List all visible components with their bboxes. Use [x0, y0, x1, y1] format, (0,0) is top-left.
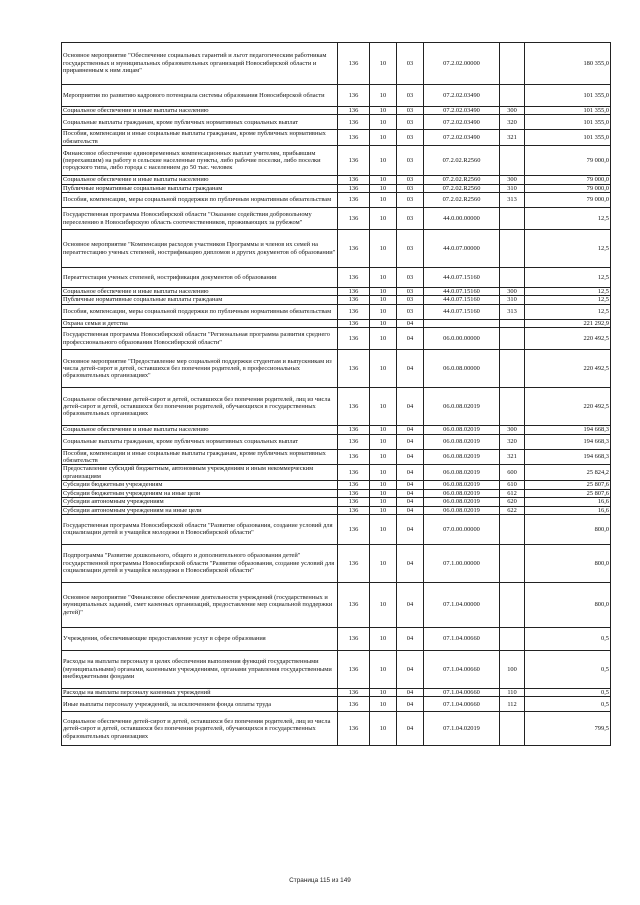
table-row — [62, 193, 611, 208]
row-section-code: 10 — [370, 268, 397, 288]
row-subsection-code: 03 — [397, 288, 424, 296]
row-name: Переаттестация ученых степеней, нострификация документов об образовании — [62, 268, 338, 288]
row-target-article-code: 07.1.04.00660 — [424, 627, 500, 650]
row-ved-code: 136 — [338, 489, 370, 497]
row-amount: 101 355,0 — [525, 85, 611, 107]
row-amount: 800,0 — [525, 582, 611, 627]
row-ved-code: 136 — [338, 627, 370, 650]
row-expense-type-code — [500, 208, 525, 230]
row-amount: 79 000,0 — [525, 146, 611, 176]
row-section-code: 10 — [370, 465, 397, 481]
row-amount: 16,6 — [525, 506, 611, 514]
row-ved-code: 136 — [338, 146, 370, 176]
row-name: Субсидии бюджетным учреждениям — [62, 481, 338, 489]
row-section-code: 10 — [370, 115, 397, 130]
row-subsection-code: 03 — [397, 130, 424, 146]
row-subsection-code: 03 — [397, 304, 424, 319]
row-amount: 12,5 — [525, 296, 611, 304]
row-name: Социальное обеспечение и иные выплаты населению — [62, 107, 338, 115]
row-ved-code: 136 — [338, 481, 370, 489]
row-expense-type-code: 100 — [500, 650, 525, 688]
row-amount: 800,0 — [525, 514, 611, 544]
row-ved-code: 136 — [338, 449, 370, 465]
row-name: Расходы на выплаты персоналу в целях обеспечения выполнения функций государственными (муниципальными) органами, казенными учреждениями, органами управления государственными внебюджетными фондами — [62, 650, 338, 688]
row-name: Пособия, компенсации и иные социальные выплаты гражданам, кроме публичных нормативных обязательств — [62, 449, 338, 465]
row-amount: 220 492,5 — [525, 388, 611, 426]
row-expense-type-code: 300 — [500, 107, 525, 115]
row-name: Социальное обеспечение и иные выплаты населению — [62, 176, 338, 184]
table-row — [62, 426, 611, 434]
row-target-article-code: 07.1.04.00660 — [424, 697, 500, 712]
row-target-article-code: 06.0.08.02019 — [424, 449, 500, 465]
row-name: Социальные выплаты гражданам, кроме публичных нормативных социальных выплат — [62, 434, 338, 449]
row-amount: 25 807,6 — [525, 481, 611, 489]
row-amount: 800,0 — [525, 544, 611, 582]
row-expense-type-code — [500, 627, 525, 650]
row-amount: 0,5 — [525, 650, 611, 688]
row-ved-code: 136 — [338, 514, 370, 544]
row-ved-code: 136 — [338, 688, 370, 696]
row-subsection-code: 03 — [397, 115, 424, 130]
row-ved-code: 136 — [338, 465, 370, 481]
row-amount: 12,5 — [525, 208, 611, 230]
row-section-code: 10 — [370, 146, 397, 176]
row-expense-type-code: 320 — [500, 115, 525, 130]
row-amount: 180 355,0 — [525, 43, 611, 85]
row-target-article-code: 07.0.00.00000 — [424, 514, 500, 544]
table-row — [62, 388, 611, 426]
row-section-code: 10 — [370, 582, 397, 627]
row-section-code: 10 — [370, 184, 397, 192]
row-section-code: 10 — [370, 481, 397, 489]
row-name: Основное мероприятие "Компенсация расходов участников Программы и членов их семей на переаттестацию ученых степеней, нострификацию дипломов и других документов об образовании" — [62, 230, 338, 268]
row-ved-code: 136 — [338, 43, 370, 85]
row-ved-code: 136 — [338, 184, 370, 192]
row-section-code: 10 — [370, 208, 397, 230]
row-target-article-code: 44.0.00.00000 — [424, 208, 500, 230]
table-row — [62, 85, 611, 107]
row-name: Социальные выплаты гражданам, кроме публичных нормативных социальных выплат — [62, 115, 338, 130]
row-amount: 221 292,9 — [525, 319, 611, 327]
row-amount: 16,6 — [525, 498, 611, 506]
row-section-code: 10 — [370, 514, 397, 544]
row-subsection-code: 04 — [397, 449, 424, 465]
row-section-code: 10 — [370, 697, 397, 712]
table-row — [62, 465, 611, 481]
row-ved-code: 136 — [338, 712, 370, 746]
row-name: Финансовое обеспечение единовременных компенсационных выплат учителям, прибывшим (переехавшим) на работу в сельские населенные пункты, либо рабочие поселки, либо поселки городского типа, либо города с населением до 50 тыс. человек — [62, 146, 338, 176]
row-section-code: 10 — [370, 328, 397, 350]
row-section-code: 10 — [370, 712, 397, 746]
row-amount: 101 355,0 — [525, 130, 611, 146]
budget-table — [61, 42, 611, 746]
row-expense-type-code — [500, 146, 525, 176]
row-section-code: 10 — [370, 498, 397, 506]
row-subsection-code: 04 — [397, 350, 424, 388]
table-row — [62, 712, 611, 746]
row-target-article-code: 07.2.02.03490 — [424, 130, 500, 146]
row-expense-type-code — [500, 350, 525, 388]
row-ved-code: 136 — [338, 582, 370, 627]
row-name: Социальное обеспечение детей-сирот и детей, оставшихся без попечения родителей, лиц из числа детей-сирот и детей, оставшихся без попечения родителей, обучающихся в государственных образовательных организациях — [62, 388, 338, 426]
row-name: Охрана семьи и детства — [62, 319, 338, 327]
row-section-code: 10 — [370, 85, 397, 107]
row-amount: 220 492,5 — [525, 328, 611, 350]
row-subsection-code: 04 — [397, 712, 424, 746]
row-target-article-code: 06.0.08.02019 — [424, 481, 500, 489]
row-ved-code: 136 — [338, 498, 370, 506]
row-section-code: 10 — [370, 489, 397, 497]
row-amount: 194 668,3 — [525, 449, 611, 465]
row-ved-code: 136 — [338, 350, 370, 388]
row-subsection-code: 04 — [397, 489, 424, 497]
row-expense-type-code: 620 — [500, 498, 525, 506]
table-row — [62, 489, 611, 497]
row-section-code: 10 — [370, 176, 397, 184]
row-amount: 194 668,3 — [525, 426, 611, 434]
row-section-code: 10 — [370, 388, 397, 426]
row-subsection-code: 04 — [397, 328, 424, 350]
row-section-code: 10 — [370, 296, 397, 304]
row-target-article-code: 07.1.04.02019 — [424, 712, 500, 746]
row-subsection-code: 03 — [397, 230, 424, 268]
row-section-code: 10 — [370, 544, 397, 582]
row-name: Иные выплаты персоналу учреждений, за исключением фонда оплаты труда — [62, 697, 338, 712]
row-amount: 0,5 — [525, 697, 611, 712]
row-amount: 12,5 — [525, 288, 611, 296]
row-expense-type-code — [500, 712, 525, 746]
row-ved-code: 136 — [338, 304, 370, 319]
table-row — [62, 115, 611, 130]
row-subsection-code: 04 — [397, 688, 424, 696]
row-subsection-code: 04 — [397, 544, 424, 582]
row-expense-type-code — [500, 268, 525, 288]
row-ved-code: 136 — [338, 230, 370, 268]
row-expense-type-code: 300 — [500, 288, 525, 296]
row-target-article-code: 44.0.07.15160 — [424, 304, 500, 319]
row-amount: 101 355,0 — [525, 107, 611, 115]
row-target-article-code: 07.1.00.00000 — [424, 544, 500, 582]
row-subsection-code: 04 — [397, 388, 424, 426]
row-target-article-code: 07.2.02.R2560 — [424, 193, 500, 208]
row-name: Публичные нормативные социальные выплаты гражданам — [62, 184, 338, 192]
row-expense-type-code: 112 — [500, 697, 525, 712]
row-subsection-code: 03 — [397, 296, 424, 304]
row-subsection-code: 03 — [397, 43, 424, 85]
row-expense-type-code — [500, 43, 525, 85]
row-target-article-code: 44.0.07.15160 — [424, 296, 500, 304]
row-name: Основное мероприятие "Предоставление мер социальной поддержки студентам и выпускникам из числа детей-сирот и детей, оставшихся без попечения родителей, в профессиональных образовательных организациях" — [62, 350, 338, 388]
row-name: Пособия, компенсации и иные социальные выплаты гражданам, кроме публичных нормативных обязательств — [62, 130, 338, 146]
table-row — [62, 268, 611, 288]
table-row — [62, 449, 611, 465]
table-row — [62, 184, 611, 192]
row-ved-code: 136 — [338, 426, 370, 434]
row-section-code: 10 — [370, 288, 397, 296]
table-row — [62, 208, 611, 230]
row-subsection-code: 03 — [397, 176, 424, 184]
row-subsection-code: 04 — [397, 627, 424, 650]
row-amount: 220 492,5 — [525, 350, 611, 388]
row-name: Пособия, компенсации, меры социальной поддержки по публичным нормативным обязательствам — [62, 193, 338, 208]
row-subsection-code: 04 — [397, 650, 424, 688]
row-amount: 79 000,0 — [525, 193, 611, 208]
row-target-article-code: 07.1.04.00000 — [424, 582, 500, 627]
row-subsection-code: 03 — [397, 268, 424, 288]
row-section-code: 10 — [370, 506, 397, 514]
row-name: Субсидии бюджетным учреждениям на иные цели — [62, 489, 338, 497]
table-row — [62, 43, 611, 85]
page-number: Страница 115 из 149 — [289, 877, 351, 884]
row-name: Пособия, компенсации, меры социальной поддержки по публичным нормативным обязательствам — [62, 304, 338, 319]
row-section-code: 10 — [370, 426, 397, 434]
table-row — [62, 288, 611, 296]
row-expense-type-code: 310 — [500, 296, 525, 304]
row-ved-code: 136 — [338, 506, 370, 514]
row-ved-code: 136 — [338, 193, 370, 208]
row-target-article-code: 06.0.08.02019 — [424, 388, 500, 426]
row-subsection-code: 04 — [397, 465, 424, 481]
row-target-article-code: 06.0.08.02019 — [424, 498, 500, 506]
row-ved-code: 136 — [338, 176, 370, 184]
row-ved-code: 136 — [338, 388, 370, 426]
row-subsection-code: 03 — [397, 184, 424, 192]
row-section-code: 10 — [370, 650, 397, 688]
table-row — [62, 146, 611, 176]
row-expense-type-code: 321 — [500, 449, 525, 465]
table-row — [62, 319, 611, 327]
row-expense-type-code: 612 — [500, 489, 525, 497]
row-target-article-code: 06.0.08.02019 — [424, 426, 500, 434]
row-name: Субсидии автономным учреждениям — [62, 498, 338, 506]
row-name: Мероприятия по развитию кадрового потенциала системы образования Новосибирской области — [62, 85, 338, 107]
row-ved-code: 136 — [338, 130, 370, 146]
row-amount: 12,5 — [525, 268, 611, 288]
row-amount: 799,5 — [525, 712, 611, 746]
row-expense-type-code: 610 — [500, 481, 525, 489]
row-target-article-code: 07.2.02.R2560 — [424, 146, 500, 176]
row-target-article-code: 06.0.08.00000 — [424, 350, 500, 388]
row-expense-type-code — [500, 388, 525, 426]
row-amount: 0,5 — [525, 688, 611, 696]
row-target-article-code: 06.0.08.02019 — [424, 489, 500, 497]
row-subsection-code: 04 — [397, 426, 424, 434]
row-ved-code: 136 — [338, 697, 370, 712]
row-name: Расходы на выплаты персоналу казенных учреждений — [62, 688, 338, 696]
row-name: Публичные нормативные социальные выплаты гражданам — [62, 296, 338, 304]
row-amount: 25 824,2 — [525, 465, 611, 481]
row-expense-type-code: 300 — [500, 176, 525, 184]
row-subsection-code: 04 — [397, 319, 424, 327]
row-name: Предоставление субсидий бюджетным, автономным учреждениям и иным некоммерческим организациям — [62, 465, 338, 481]
row-ved-code: 136 — [338, 296, 370, 304]
row-name: Субсидии автономным учреждениям на иные цели — [62, 506, 338, 514]
table-row — [62, 544, 611, 582]
row-ved-code: 136 — [338, 544, 370, 582]
row-ved-code: 136 — [338, 288, 370, 296]
row-expense-type-code: 321 — [500, 130, 525, 146]
row-expense-type-code: 320 — [500, 434, 525, 449]
row-target-article-code: 07.1.04.00660 — [424, 688, 500, 696]
row-name: Социальное обеспечение детей-сирот и детей, оставшихся без попечения родителей, лиц из числа детей-сирот и детей, оставшихся без попечения родителей, обучающихся в государственных образовательных организациях — [62, 712, 338, 746]
row-expense-type-code — [500, 328, 525, 350]
row-target-article-code: 07.2.02.R2560 — [424, 184, 500, 192]
row-ved-code: 136 — [338, 650, 370, 688]
row-name: Государственная программа Новосибирской области "Развитие образования, создание условий для социализации детей и учащейся молодежи в Новосибирской области" — [62, 514, 338, 544]
row-expense-type-code — [500, 85, 525, 107]
budget-table-body — [62, 43, 611, 746]
row-target-article-code: 44.0.07.15160 — [424, 268, 500, 288]
row-name: Социальное обеспечение и иные выплаты населению — [62, 288, 338, 296]
table-row — [62, 514, 611, 544]
row-section-code: 10 — [370, 449, 397, 465]
row-section-code: 10 — [370, 193, 397, 208]
row-name: Государственная программа Новосибирской области "Региональная программа развития среднего профессионального образования Новосибирской области" — [62, 328, 338, 350]
row-section-code: 10 — [370, 130, 397, 146]
row-name: Подпрограмма "Развитие дошкольного, общего и дополнительного образования детей" государственной программы Новосибирской области "Развитие образования, создание условий для социализации детей и учащейся молодежи в Новосибирской области" — [62, 544, 338, 582]
row-target-article-code: 07.2.02.03490 — [424, 85, 500, 107]
row-ved-code: 136 — [338, 208, 370, 230]
table-row — [62, 130, 611, 146]
table-row — [62, 582, 611, 627]
table-row — [62, 697, 611, 712]
row-amount: 0,5 — [525, 627, 611, 650]
row-subsection-code: 03 — [397, 208, 424, 230]
row-subsection-code: 03 — [397, 85, 424, 107]
row-target-article-code: 07.1.04.00660 — [424, 650, 500, 688]
row-expense-type-code — [500, 319, 525, 327]
row-expense-type-code — [500, 582, 525, 627]
row-name: Основное мероприятие "Обеспечение социальных гарантий и льгот педагогическим работникам государственных и муниципальных образовательных организаций Новосибирской области и приравненным к ним лицам" — [62, 43, 338, 85]
row-ved-code: 136 — [338, 434, 370, 449]
table-row — [62, 506, 611, 514]
row-expense-type-code: 310 — [500, 184, 525, 192]
row-target-article-code: 06.0.08.02019 — [424, 506, 500, 514]
row-expense-type-code — [500, 230, 525, 268]
row-expense-type-code: 313 — [500, 193, 525, 208]
row-section-code: 10 — [370, 688, 397, 696]
row-subsection-code: 04 — [397, 481, 424, 489]
row-target-article-code: 06.0.08.02019 — [424, 465, 500, 481]
row-section-code: 10 — [370, 627, 397, 650]
row-expense-type-code — [500, 514, 525, 544]
row-name: Государственная программа Новосибирской области "Оказание содействия добровольному переселению в Новосибирскую область соотечественников, проживающих за рубежом" — [62, 208, 338, 230]
row-section-code: 10 — [370, 434, 397, 449]
row-ved-code: 136 — [338, 319, 370, 327]
table-row — [62, 176, 611, 184]
row-target-article-code: 06.0.00.00000 — [424, 328, 500, 350]
row-target-article-code: 44.0.07.00000 — [424, 230, 500, 268]
row-amount: 194 668,3 — [525, 434, 611, 449]
row-subsection-code: 03 — [397, 146, 424, 176]
row-section-code: 10 — [370, 107, 397, 115]
row-target-article-code: 07.2.02.03490 — [424, 115, 500, 130]
row-section-code: 10 — [370, 304, 397, 319]
row-expense-type-code: 300 — [500, 426, 525, 434]
table-row — [62, 304, 611, 319]
row-subsection-code: 04 — [397, 697, 424, 712]
row-subsection-code: 03 — [397, 107, 424, 115]
row-section-code: 10 — [370, 43, 397, 85]
row-amount: 25 807,6 — [525, 489, 611, 497]
row-amount: 12,5 — [525, 304, 611, 319]
row-expense-type-code: 313 — [500, 304, 525, 319]
row-ved-code: 136 — [338, 328, 370, 350]
row-target-article-code: 06.0.08.02019 — [424, 434, 500, 449]
row-subsection-code: 03 — [397, 193, 424, 208]
table-row — [62, 650, 611, 688]
row-subsection-code: 04 — [397, 582, 424, 627]
row-name: Основное мероприятие "Финансовое обеспечение деятельности учреждений (государственных и муниципальных заданий, смет казенных организаций, предоставление мер социальной поддержки детей)" — [62, 582, 338, 627]
table-row — [62, 498, 611, 506]
row-ved-code: 136 — [338, 107, 370, 115]
table-row — [62, 328, 611, 350]
row-target-article-code: 44.0.07.15160 — [424, 288, 500, 296]
row-ved-code: 136 — [338, 268, 370, 288]
row-target-article-code: 07.2.02.03490 — [424, 107, 500, 115]
table-row — [62, 627, 611, 650]
table-row — [62, 481, 611, 489]
row-ved-code: 136 — [338, 115, 370, 130]
row-amount: 79 000,0 — [525, 176, 611, 184]
row-name: Учреждения, обеспечивающие предоставление услуг в сфере образования — [62, 627, 338, 650]
row-target-article-code: 07.2.02.00000 — [424, 43, 500, 85]
row-expense-type-code — [500, 544, 525, 582]
row-section-code: 10 — [370, 319, 397, 327]
table-row — [62, 296, 611, 304]
row-expense-type-code: 110 — [500, 688, 525, 696]
row-expense-type-code: 622 — [500, 506, 525, 514]
row-subsection-code: 04 — [397, 434, 424, 449]
table-row — [62, 434, 611, 449]
row-name: Социальное обеспечение и иные выплаты населению — [62, 426, 338, 434]
row-amount: 101 355,0 — [525, 115, 611, 130]
row-subsection-code: 04 — [397, 506, 424, 514]
table-row — [62, 107, 611, 115]
row-target-article-code — [424, 319, 500, 327]
row-ved-code: 136 — [338, 85, 370, 107]
table-row — [62, 230, 611, 268]
row-expense-type-code: 600 — [500, 465, 525, 481]
table-row — [62, 688, 611, 696]
row-target-article-code: 07.2.02.R2560 — [424, 176, 500, 184]
row-subsection-code: 04 — [397, 498, 424, 506]
row-section-code: 10 — [370, 230, 397, 268]
row-section-code: 10 — [370, 350, 397, 388]
row-amount: 12,5 — [525, 230, 611, 268]
row-subsection-code: 04 — [397, 514, 424, 544]
row-amount: 79 000,0 — [525, 184, 611, 192]
table-row — [62, 350, 611, 388]
